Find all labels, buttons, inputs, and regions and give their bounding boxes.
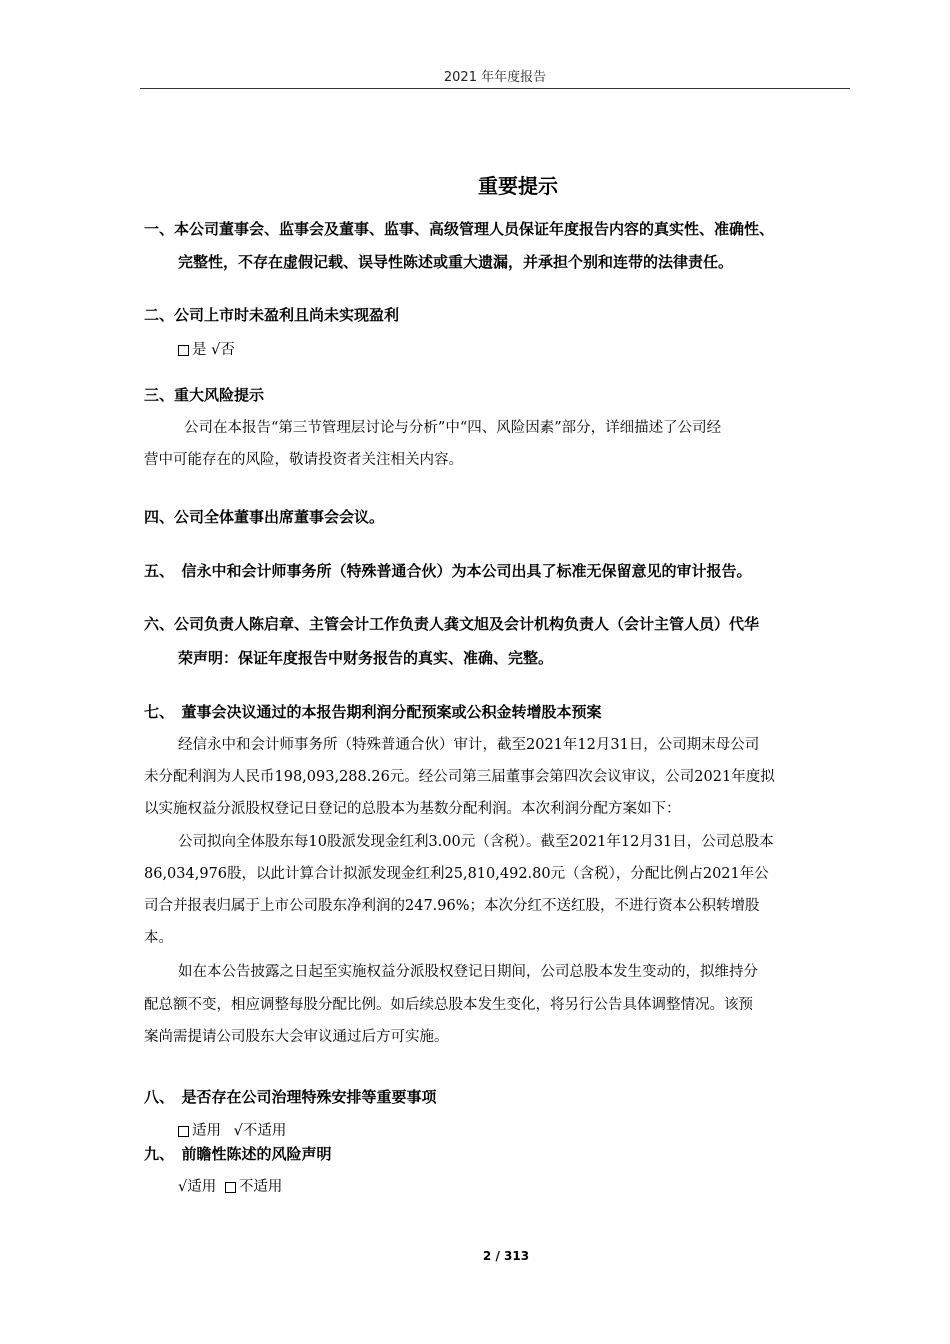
s7-p2-l4: 本。: [144, 930, 173, 946]
s8-options: [178, 1121, 286, 1141]
s6-line1: 六、公司负责人陈启章、主管会计工作负责人龚文旭及会计机构负责人（会计主管人员）代华: [144, 615, 760, 633]
s7-p2-l3: 司合并报表归属于上市公司股东净利润的247.96%；本次分红不送红股，不进行资本公积转增股: [144, 898, 760, 914]
s7-p1-l1: 经信永中和会计师事务所（特殊普通合伙）审计，截至2021年12月31日，公司期末母公司: [178, 737, 760, 753]
s7-p2-l2: 86,034,976股，以此计算合计拟派发现金红利25,810,492.80元（含税），分配比例占2021年公: [144, 866, 769, 882]
s2-heading: 二、公司上市时未盈利且尚未实现盈利: [144, 306, 400, 324]
s8-heading: 八、 是否存在公司治理特殊安排等重要事项: [144, 1088, 437, 1106]
s9-opt-not-applicable: 不适用: [238, 1179, 283, 1195]
s9-heading: 九、 前瞻性陈述的风险声明: [144, 1145, 332, 1163]
checkbox-unchecked: [225, 1182, 236, 1193]
s3-heading: 三、重大风险提示: [144, 386, 265, 404]
header-title: 2021 年年度报告: [443, 70, 547, 85]
s2-opt-yes: 是: [192, 342, 207, 358]
checkbox-unchecked: [178, 1126, 189, 1137]
s7-p2-l1: 公司拟向全体股东每10股派发现金红利3.00元（含税）。截至2021年12月31日，公司总股本: [178, 834, 774, 850]
page-number: 2 / 313: [482, 1249, 530, 1263]
s7-p1-l3: 以实施权益分派股权登记日登记的总股本为基数分配利润。本次利润分配方案如下：: [144, 801, 681, 817]
s2-opt-no: √否: [211, 342, 235, 358]
s5-heading: 五、 信永中和会计师事务所（特殊普通合伙）为本公司出具了标准无保留意见的审计报告。: [144, 562, 752, 580]
s1-line2: 完整性，不存在虚假记载、误导性陈述或重大遗漏，并承担个别和连带的法律责任。: [178, 253, 734, 271]
s1-line1: 一、本公司董事会、监事会及董事、监事、高级管理人员保证年度报告内容的真实性、准确性、: [144, 220, 775, 238]
page-title: 重要提示: [478, 174, 558, 198]
s9-options: [178, 1177, 282, 1197]
s7-heading: 七、 董事会决议通过的本报告期利润分配预案或公积金转增股本预案: [144, 703, 602, 721]
s3-line1: 公司在本报告“第三节管理层讨论与分析”中“四、风险因素”部分，详细描述了公司经: [184, 420, 722, 436]
s3-line2: 营中可能存在的风险，敬请投资者关注相关内容。: [144, 452, 463, 468]
s8-opt-applicable: 适用: [192, 1123, 221, 1139]
s7-p3-l2: 配总额不变，相应调整每股分配比例。如后续总股本发生变化，将另行公告具体调整情况。该预: [144, 997, 753, 1013]
s6-line2: 荣声明：保证年度报告中财务报告的真实、准确、完整。: [178, 649, 554, 667]
s7-p3-l3: 案尚需提请公司股东大会审议通过后方可实施。: [144, 1029, 449, 1045]
s7-p3-l1: 如在本公告披露之日起至实施权益分派股权登记日期间，公司总股本发生变动的，拟维持分: [178, 964, 758, 980]
s7-p1-l2: 未分配利润为人民币198,093,288.26元。经公司第三届董事会第四次会议审议，公司2021年度拟: [144, 769, 775, 785]
checkbox-unchecked: [178, 345, 189, 356]
s2-options: [178, 340, 235, 360]
s8-opt-not-applicable: √不适用: [233, 1123, 287, 1139]
s4-heading: 四、公司全体董事出席董事会会议。: [144, 508, 385, 526]
header-divider: [140, 88, 850, 89]
s9-opt-applicable: √适用: [178, 1179, 217, 1195]
